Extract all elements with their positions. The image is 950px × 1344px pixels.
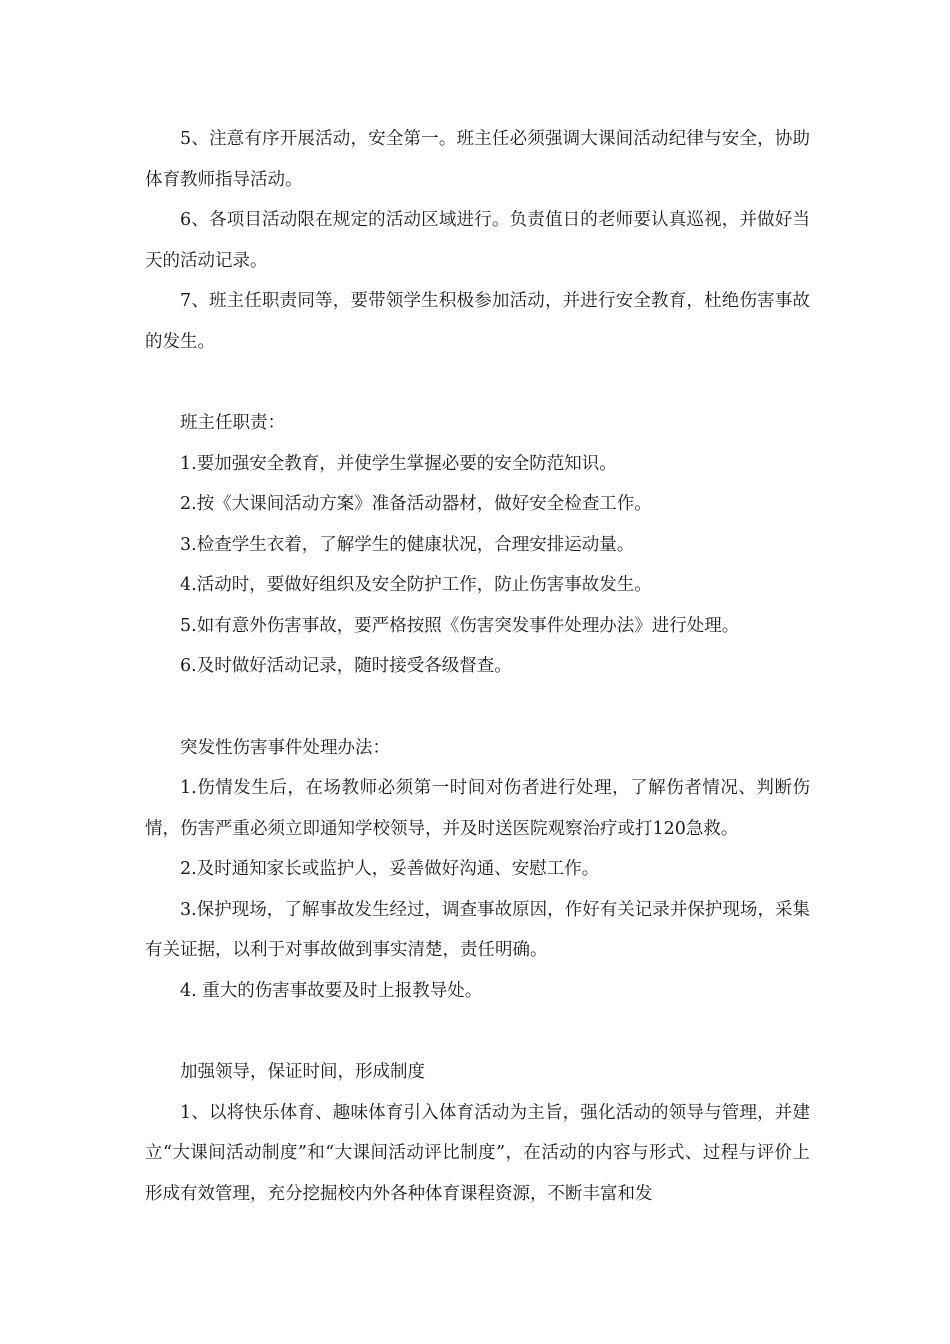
section-heading-injury-handling: 突发性伤害事件处理办法：: [180, 737, 390, 758]
section-heading-head-teacher-duties: 班主任职责：: [180, 413, 285, 433]
paragraph-item-7: 7、班主任职责同等，要带领学生积极参加活动，并进行安全教育，杜绝伤害事故的发生。: [145, 291, 810, 352]
paragraph-item-5: 5、注意有序开展活动，安全第一。班主任必须强调大课间活动纪律与安全，协助体育教师指导活动。: [145, 129, 810, 190]
section-spacer: [145, 362, 810, 403]
duty-item-4: 4.活动时，要做好组织及安全防护工作，防止伤害事故发生。: [180, 575, 652, 595]
duty-item-1: 1.要加强安全教育，并使学生掌握必要的安全防范知识。: [180, 453, 617, 474]
duty-item-2: 2.按《大课间活动方案》准备活动器材，做好安全检查工作。: [180, 494, 652, 514]
duty-item-5: 5.如有意外伤害事故，要严格按照《伤害突发事件处理办法》进行处理。: [180, 615, 740, 636]
injury-step-1: 1.伤情发生后，在场教师必须第一时间对伤者进行处理，了解伤者情况、判断伤情，伤害严重必须立即通知学校领导，并及时送医院观察治疗或打120急救。: [145, 778, 810, 839]
leadership-item-1: 1、以将快乐体育、趣味体育引入体育活动为主旨，强化活动的领导与管理，并建立“大课间活动制度”和“大课间活动评比制度”，在活动的内容与形式、过程与评价上形成有效管理，充分挖掘校内外各种体育课程资源，不断丰富和发: [145, 1102, 810, 1204]
injury-step-2: 2.及时通知家长或监护人，妥善做好沟通、安慰工作。: [180, 859, 600, 879]
paragraph-item-6: 6、各项目活动限在规定的活动区域进行。负责值日的老师要认真巡视，并做好当天的活动记录。: [145, 210, 810, 271]
document-page: [145, 119, 810, 1214]
duty-item-3: 3.检查学生衣着，了解学生的健康状况，合理安排运动量。: [180, 534, 635, 555]
section-spacer: [145, 1011, 810, 1052]
injury-step-4: 4. 重大的伤害事故要及时上报教导处。: [180, 980, 483, 1001]
duty-item-6: 6.及时做好活动记录，随时接受各级督查。: [180, 656, 512, 676]
section-spacer: [145, 687, 810, 728]
injury-step-3: 3.保护现场，了解事故发生经过，调查事故原因，作好有关记录并保护现场，采集有关证据，以利于对事故做到事实清楚，责任明确。: [145, 899, 810, 960]
section-heading-leadership: 加强领导，保证时间，形成制度: [180, 1062, 425, 1082]
